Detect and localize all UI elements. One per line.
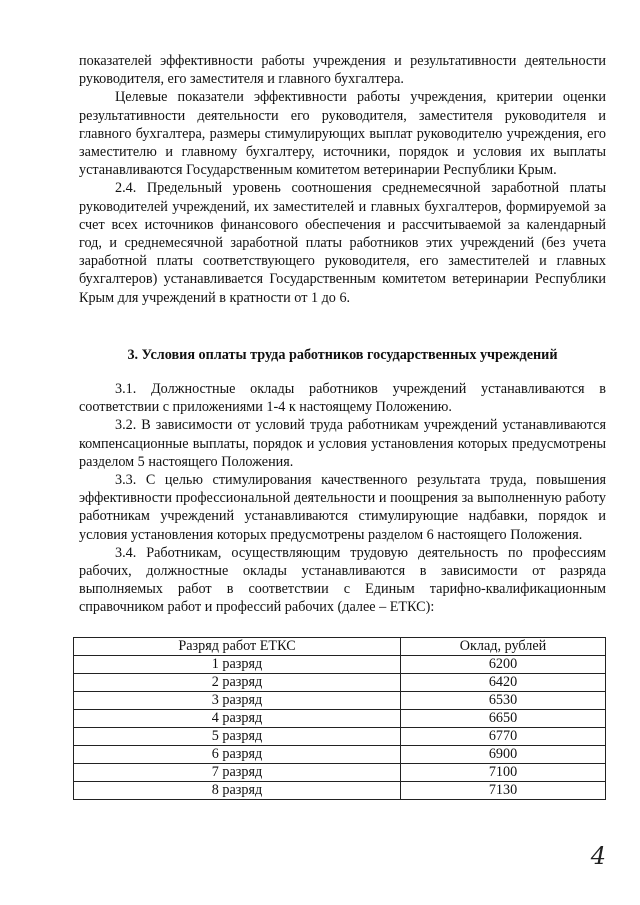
table-row: [74, 674, 606, 692]
salary-cell: 6420: [401, 674, 606, 692]
page-number: 4: [590, 842, 606, 870]
section3-heading: 3. Условия оплаты труда работников государственных учреждений: [127, 347, 558, 363]
grade-cell: 2 разряд: [74, 674, 401, 692]
paragraph-performance-indicators: показателей эффективности работы учреждения и результативности деятельности руководителя, его заместителя и главного бухгалтера.: [79, 53, 606, 88]
salary-cell: 7100: [401, 764, 606, 782]
grade-cell: 8 разряд: [74, 782, 401, 800]
section3-heading-block: [79, 346, 606, 364]
table-row: [74, 746, 606, 764]
paragraph-3-2: 3.2. В зависимости от условий труда работникам учреждений устанавливаются компенсационные выплаты, порядок и условия установления которых предусмотрены разделом 5 настоящего Положения.: [79, 417, 606, 470]
salary-cell: 6530: [401, 692, 606, 710]
table-row: [74, 710, 606, 728]
salary-cell: 6770: [401, 728, 606, 746]
paragraph-2-4: 2.4. Предельный уровень соотношения среднемесячной заработной платы руководителей учреждений, их заместителей и главных бухгалтеров, формируемой за счет всех источников финансового обеспечения и рассчитываемой за календарный год, и среднемесячной заработной платы работников этих учреждений (без учета заработной платы соответствующего руководителя, его заместителей и главных бухгалтеров) устанавливается Государственным комитетом ветеринарии Республики Крым для учреждений в кратности от 1 до 6.: [79, 180, 606, 306]
grade-cell: 3 разряд: [74, 692, 401, 710]
grade-cell: 5 разряд: [74, 728, 401, 746]
table-row: [74, 692, 606, 710]
paragraph-3-3: 3.3. С целью стимулирования качественного результата труда, повышения эффективности профессиональной деятельности и поощрения за выполненную работу работникам учреждений устанавливаются стимулирующие надбавки, порядок и условия установления которых предусмотрены разделом 6 настоящего Положения.: [79, 472, 606, 543]
table-row: [74, 782, 606, 800]
header-salary: Оклад, рублей: [401, 638, 606, 656]
table-row: [74, 764, 606, 782]
salary-cell: 6650: [401, 710, 606, 728]
salary-cell: 7130: [401, 782, 606, 800]
grade-cell: 7 разряд: [74, 764, 401, 782]
grade-cell: 4 разряд: [74, 710, 401, 728]
table-row: [74, 656, 606, 674]
grade-cell: 6 разряд: [74, 746, 401, 764]
section2-continuation: [79, 52, 606, 307]
paragraph-3-1: 3.1. Должностные оклады работников учреждений устанавливаются в соответствии с приложениями 1-4 к настоящему Положению.: [79, 381, 606, 416]
paragraph-target-indicators: Целевые показатели эффективности работы учреждения, критерии оценки результативности деятельности его руководителя, заместителя руководителя и главного бухгалтера, размеры стимулирующих выплат руководителю учреждения, его заместителю и главному бухгалтеру, источники, порядок и условия их выплаты устанавливаются Государственным комитетом ветеринарии Республики Крым.: [79, 89, 606, 179]
grade-cell: 1 разряд: [74, 656, 401, 674]
paragraph-3-4: 3.4. Работникам, осуществляющим трудовую деятельность по профессиям рабочих, должностные оклады устанавливаются в зависимости от разряда выполняемых работ в соответствии с Единым тарифно-квалификационным справочником работ и профессий рабочих (далее – ЕТКС):: [79, 544, 606, 616]
table-row: [74, 728, 606, 746]
salary-cell: 6900: [401, 746, 606, 764]
header-grade: Разряд работ ЕТКС: [74, 638, 401, 656]
salary-cell: 6200: [401, 656, 606, 674]
table-header-row: [74, 638, 606, 656]
salary-grade-table: [73, 637, 606, 800]
section3-body: [79, 380, 606, 617]
